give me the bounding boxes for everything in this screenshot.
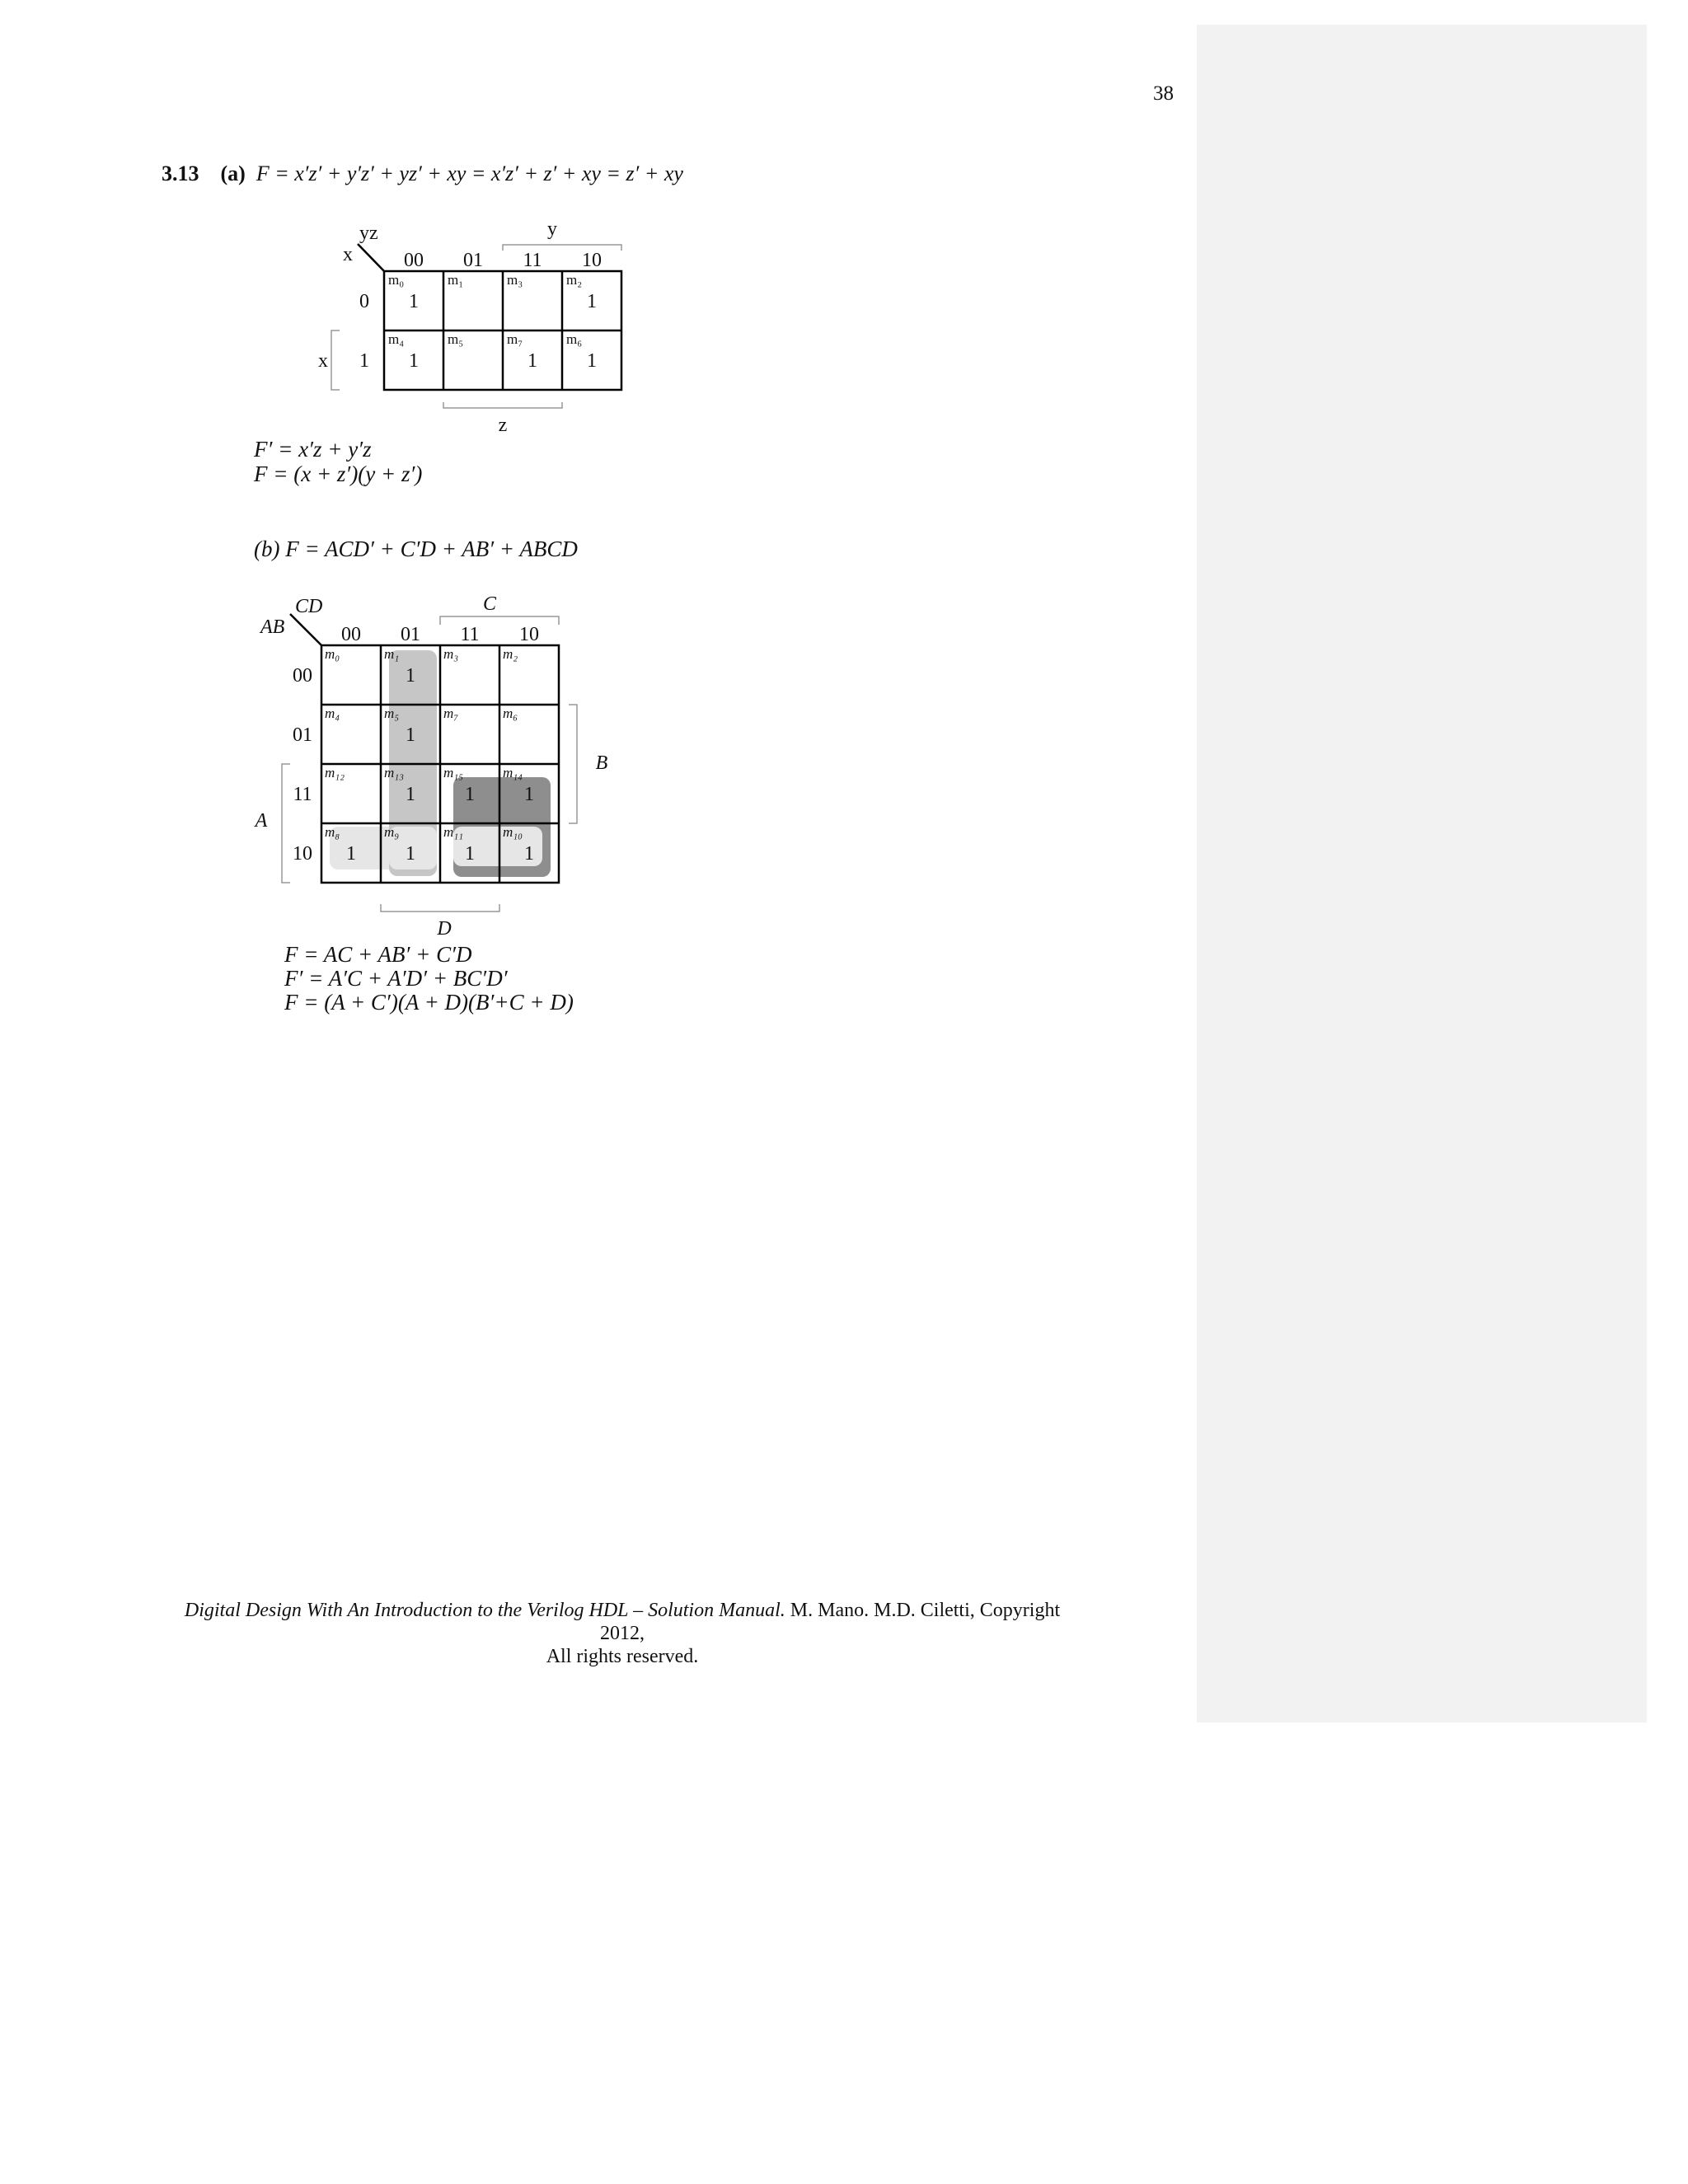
kmap-b-minterm: m₃ [443, 646, 459, 662]
part-a-label: (a) [220, 162, 246, 185]
kmap-b-cell-value: 1 [465, 784, 475, 805]
kmap-b-cell-value: 1 [465, 843, 475, 865]
kmap-a-label-y: y [547, 218, 557, 240]
footer-authors: M. Mano. M.D. Ciletti, Copyright 2012, [600, 1600, 1061, 1644]
kmap-a-minterm: m₀ [388, 272, 405, 288]
problem-number: 3.13 [162, 162, 199, 185]
kmap-b-minterm: m₁₁ [443, 824, 464, 840]
kmap-a-minterm: m₅ [448, 331, 464, 347]
kmap-b-cell-value: 1 [406, 843, 415, 865]
kmap-a-label-x: x [318, 350, 328, 372]
kmap-a-corner-col: yz [359, 223, 378, 244]
kmap-b-minterm: m₁₀ [503, 824, 523, 840]
kmap-b-cell-value: 1 [524, 843, 534, 865]
kmap-a [318, 218, 621, 436]
kmap-a-cell-value: 1 [587, 350, 597, 372]
kmap-b-row-header: 10 [293, 843, 312, 865]
footer-rights: All rights reserved. [546, 1646, 699, 1667]
kmap-b-label-a: A [255, 810, 268, 832]
kmap-b-col-header: 10 [519, 624, 539, 645]
page-number: 38 [1153, 82, 1174, 105]
kmap-b-row-header: 01 [293, 724, 312, 746]
kmap-a-cell-value: 1 [587, 291, 597, 312]
part-b-result: F′ = A′C + A′D′ + BC′D′ [284, 966, 508, 991]
kmap-a-cell-value: 1 [409, 350, 419, 372]
kmap-b-minterm: m₅ [384, 705, 400, 721]
kmap-diagrams [0, 0, 1688, 1071]
kmap-b-cell-value: 1 [524, 784, 534, 805]
kmap-a-col-header: 10 [582, 250, 602, 271]
kmap-a-x-bracket [331, 330, 340, 390]
kmap-b-minterm: m₉ [384, 824, 400, 840]
kmap-b-minterm: m₀ [325, 646, 340, 662]
kmap-b-minterm: m₁ [384, 646, 400, 662]
kmap-b-cell-value: 1 [406, 784, 415, 805]
part-b-result: F = AC + AB′ + C′D [284, 942, 472, 967]
kmap-a-z-bracket [443, 402, 562, 408]
kmap-b [254, 593, 608, 940]
kmap-b-cell-value: 1 [406, 724, 415, 746]
kmap-a-minterm: m₄ [388, 331, 405, 347]
kmap-a-cell-value: 1 [528, 350, 537, 372]
part-b-result: F = (A + C′)(A + D)(B′+C + D) [284, 990, 574, 1015]
kmap-b-cell-value: 1 [346, 843, 356, 865]
kmap-a-y-bracket [503, 245, 621, 251]
kmap-a-col-header: 01 [463, 250, 483, 271]
footer [162, 1599, 1083, 1668]
kmap-a-minterm: m₇ [507, 331, 523, 347]
kmap-a-cell-value: 1 [409, 291, 419, 312]
part-a-expression: F = x′z′ + y′z′ + yz′ + xy = x′z′ + z′ + xy = z′ + xy [256, 162, 683, 185]
kmap-b-minterm: m₈ [325, 824, 340, 840]
kmap-a-minterm: m₁ [448, 272, 464, 288]
kmap-a-col-header: 11 [523, 250, 542, 271]
kmap-b-minterm: m₁₃ [384, 765, 405, 780]
kmap-b-corner-row: AB [260, 616, 285, 638]
kmap-b-a-bracket [282, 764, 290, 883]
kmap-b-minterm: m₄ [325, 705, 340, 721]
footer-title: Digital Design With An Introduction to the Verilog HDL – Solution Manual. [184, 1600, 785, 1621]
kmap-b-minterm: m₂ [503, 646, 518, 662]
kmap-a-row-header: 0 [359, 291, 369, 312]
kmap-b-b-bracket [569, 705, 577, 823]
kmap-a-minterm: m₆ [566, 331, 583, 347]
kmap-b-minterm: m₁₂ [325, 765, 345, 780]
kmap-b-label-c: C [482, 593, 497, 615]
kmap-a-label-z: z [498, 415, 508, 436]
kmap-a-col-header: 00 [404, 250, 424, 271]
kmap-b-c-bracket [440, 616, 559, 625]
kmap-b-row-header: 00 [293, 665, 312, 687]
kmap-b-d-bracket [381, 904, 499, 912]
part-a-result: F′ = x′z + y′z [254, 437, 372, 462]
kmap-b-col-header: 11 [460, 624, 480, 645]
kmap-b-corner-col: CD [295, 596, 323, 617]
kmap-b-minterm: m₁₅ [443, 765, 464, 780]
part-a-result: F = (x + z′)(y + z′) [254, 462, 423, 486]
kmap-a-corner-row: x [343, 244, 353, 265]
kmap-a-minterm: m₃ [507, 272, 523, 288]
kmap-b-cell-value: 1 [406, 665, 415, 687]
kmap-b-label-b: B [595, 752, 608, 774]
kmap-b-minterm: m₇ [443, 705, 459, 721]
kmap-b-minterm: m₆ [503, 705, 518, 721]
footer-line-1 [162, 1599, 1083, 1645]
part-b-expression: (b) F = ACD′ + C′D + AB′ + ABCD [254, 537, 578, 561]
kmap-a-row-header: 1 [359, 350, 369, 372]
kmap-b-col-header: 00 [341, 624, 361, 645]
kmap-b-row-header: 11 [293, 784, 312, 805]
kmap-a-minterm: m₂ [566, 272, 583, 288]
kmap-b-label-d: D [437, 918, 452, 940]
kmap-b-col-header: 01 [401, 624, 420, 645]
kmap-b-minterm: m₁₄ [503, 765, 523, 780]
